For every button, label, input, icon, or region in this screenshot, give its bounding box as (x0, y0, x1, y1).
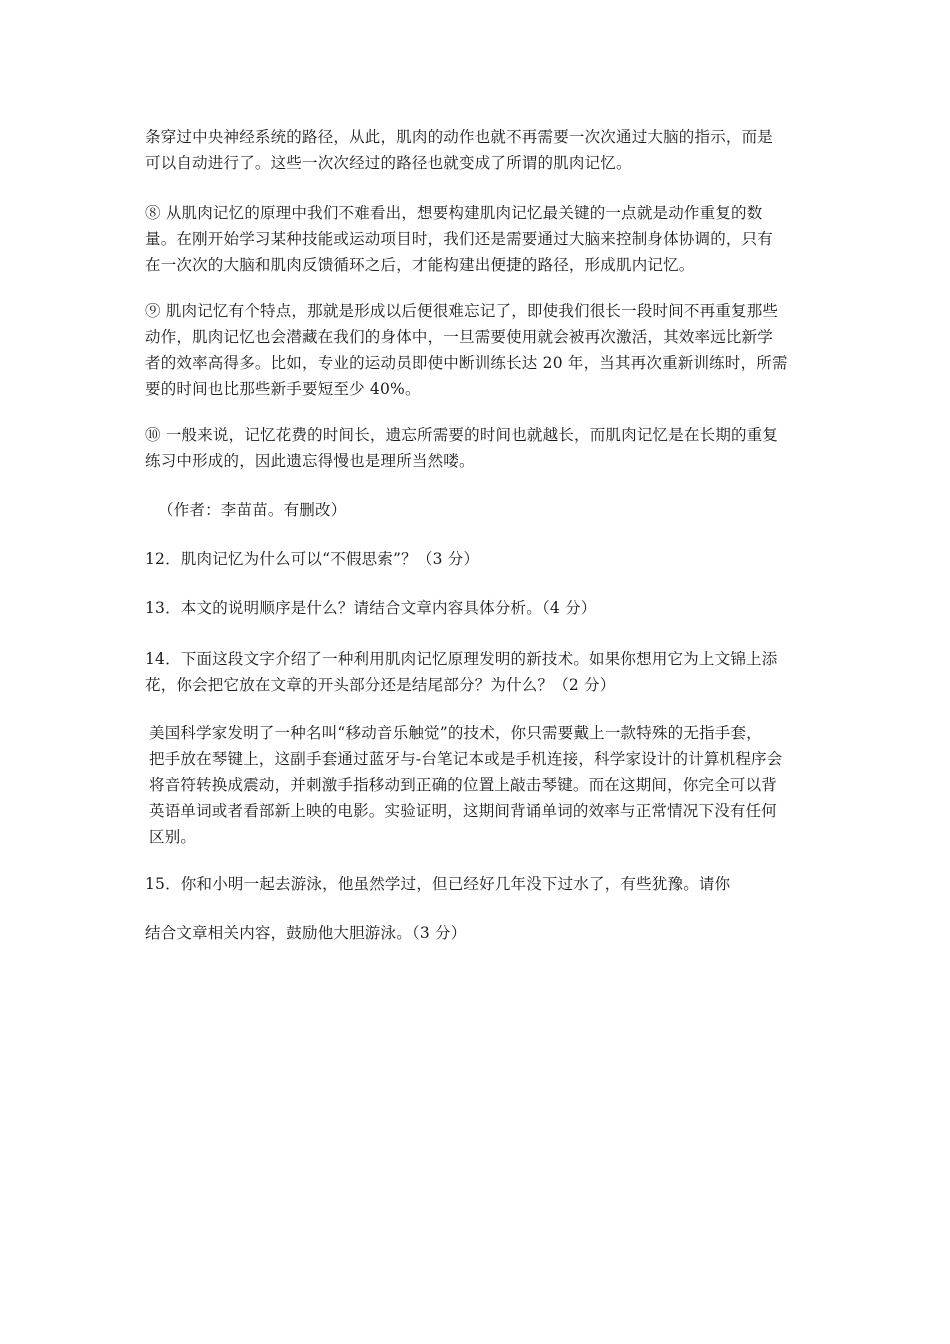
paragraph-10 (145, 422, 810, 474)
text-line: 区别。 (149, 828, 197, 846)
text-line: 在一次次的大脑和肌肉反馈循环之后，才能构建出便捷的路径，形成肌内记忆。 (145, 256, 695, 274)
author-note (158, 497, 823, 523)
paragraph-continued (145, 124, 810, 176)
text-line: 美国科学家发明了一种名叫“移动音乐触觉”的技术，你只需要戴上一款特殊的无指手套， (149, 724, 762, 742)
paragraph-8 (145, 200, 810, 278)
text-line: 英语单词或者看部新上映的电影。实验证明，这期间背诵单词的效率与正常情况下没有任何 (149, 802, 778, 820)
paragraph-9 (145, 298, 810, 402)
text-line: 条穿过中央神经系统的路径，从此，肌肉的动作也就不再需要一次次通过大脑的指示，而是 (145, 128, 774, 146)
question-text: 结合文章相关内容，鼓励他大胆游泳。（3 分） (145, 924, 467, 942)
text-line: 把手放在琴键上，这副手套通过蓝牙与-台笔记本或是手机连接，科学家设计的计算机程序会 (149, 750, 783, 768)
text-line: 要的时间也比那些新手要短至少 40%。 (145, 380, 421, 398)
question-14 (145, 646, 810, 698)
text-line: 可以自动进行了。这些一次次经过的路径也就变成了所谓的肌肉记忆。 (145, 154, 632, 172)
text-line: 者的效率高得多。比如，专业的运动员即使中断训练长达 20 年，当其再次重新训练时，所需 (145, 354, 788, 372)
question-15-continued (145, 920, 810, 946)
question-14-material (149, 720, 814, 850)
author-line: （作者：李苗苗。有删改） (158, 501, 347, 519)
text-line: 动作，肌肉记忆也会潜藏在我们的身体中，一旦需要使用就会被再次激活，其效率远比新学 (145, 328, 774, 346)
question-12 (145, 546, 810, 572)
question-15 (145, 871, 810, 897)
text-line: 将音符转换成震动，并刺激手指移动到正确的位置上敲击琴键。而在这期间，你完全可以背 (149, 776, 778, 794)
question-text: 14．下面这段文字介绍了一种利用肌肉记忆原理发明的新技术。如果你想用它为上文锦上添 (145, 650, 778, 668)
text-line: 量。在刚开始学习某种技能或运动项目时，我们还是需要通过大脑来控制身体协调的，只有 (145, 230, 774, 248)
text-line: ⑨ 肌肉记忆有个特点，那就是形成以后便很难忘记了，即使我们很长一段时间不再重复那些 (145, 302, 779, 320)
text-line: ⑧ 从肌肉记忆的原理中我们不难看出，想要构建肌肉记忆最关键的一点就是动作重复的数 (145, 204, 763, 222)
text-line: ⑩ 一般来说，记忆花费的时间长，遗忘所需要的时间也就越长，而肌肉记忆是在长期的重复 (145, 426, 779, 444)
question-text: 15．你和小明一起去游泳，他虽然学过，但已经好几年没下过水了，有些犹豫。请你 (145, 875, 731, 893)
text-line: 练习中形成的，因此遗忘得慢也是理所当然喽。 (145, 452, 475, 470)
question-13 (145, 595, 810, 621)
question-text: 12．肌肉记忆为什么可以“不假思索”？（3 分） (145, 550, 480, 568)
question-text: 花，你会把它放在文章的开头部分还是结尾部分？为什么？（2 分） (145, 676, 616, 694)
question-text: 13．本文的说明顺序是什么？请结合文章内容具体分析。（4 分） (145, 599, 597, 617)
